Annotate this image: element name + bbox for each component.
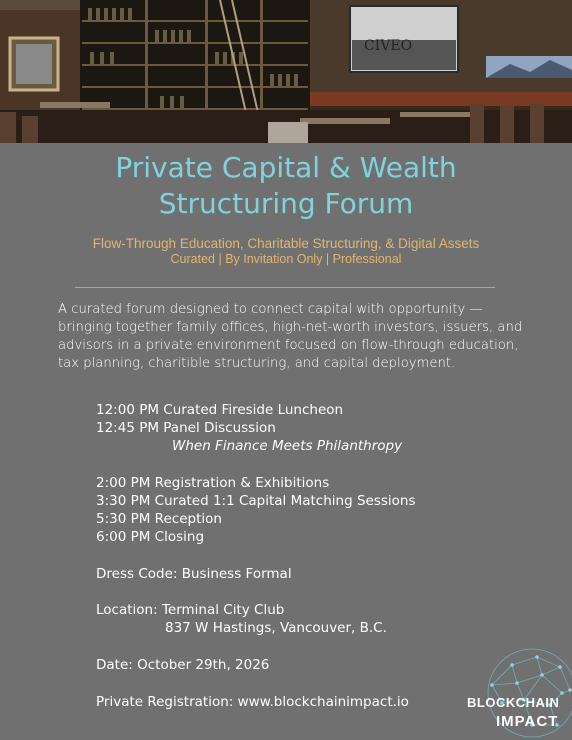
schedule-item-panel: 12:45 PM Panel Discussion: [96, 420, 276, 436]
restaurant-interior-illustration: [0, 0, 572, 143]
logo-text-impact: IMPACT: [496, 713, 559, 730]
subtitle-topics: Flow-Through Education, Charitable Structuring, & Digital Assets: [92, 236, 480, 251]
logo-text-blockchain: BLOCKCHAIN: [467, 695, 560, 710]
schedule-item-registration: 2:00 PM Registration & Exhibitions: [96, 475, 330, 491]
location-venue: Location: Terminal City Club: [96, 602, 285, 618]
schedule-item-luncheon: 12:00 PM Curated Fireside Luncheon: [96, 402, 344, 418]
registration-link[interactable]: Private Registration: www.blockchainimpact.io: [96, 694, 409, 710]
divider-line: [75, 287, 495, 288]
page-title-line2: Structuring Forum: [158, 187, 414, 220]
subtitle-format: Curated | By Invitation Only | Professional: [170, 252, 402, 266]
event-date: Date: October 29th, 2026: [96, 657, 270, 673]
schedule-item-closing: 6:00 PM Closing: [96, 529, 205, 545]
schedule-item-panel-title: When Finance Meets Philanthropy: [172, 438, 403, 454]
header-photo-restaurant: [0, 0, 572, 143]
schedule-item-reception: 5:30 PM Reception: [96, 511, 222, 527]
schedule-item-matching: 3:30 PM Curated 1:1 Capital Matching Sessions: [96, 493, 416, 509]
page-title-line1: Private Capital & Wealth: [115, 151, 457, 184]
photo-sign-text: CIVEO: [364, 38, 413, 54]
intro-paragraph: A curated forum designed to connect capital with opportunity — bringing together family offices, high-net-worth investors, issuers, and advisors in a private environment focused on flow-through education, tax planning, charitible structuring, and capital deployment.: [58, 302, 523, 371]
dress-code: Dress Code: Business Formal: [96, 566, 292, 582]
location-address: 837 W Hastings, Vancouver, B.C.: [165, 620, 387, 636]
